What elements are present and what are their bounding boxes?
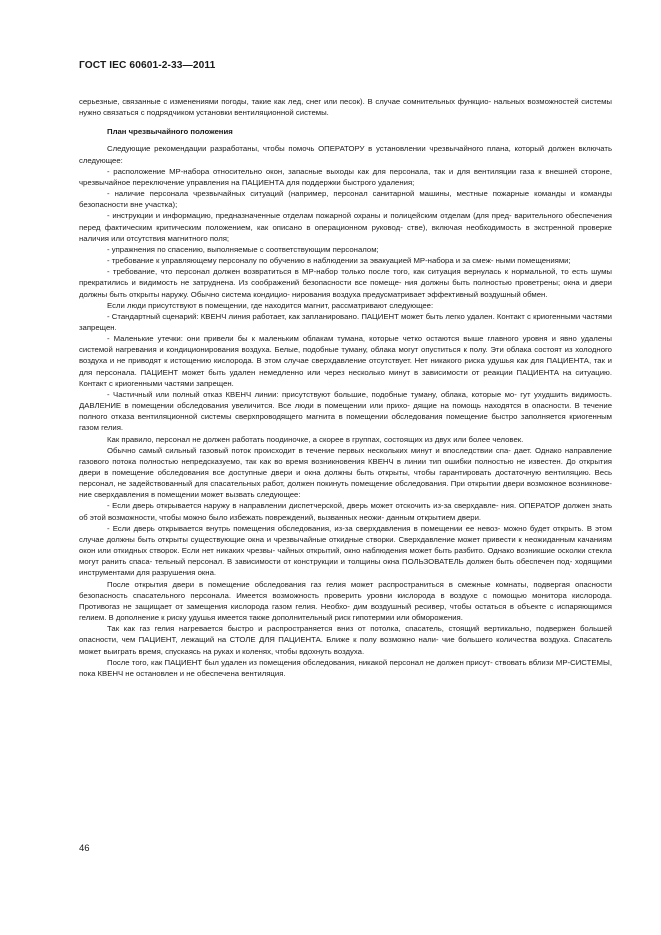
paragraph: Если люди присутствуют в помещении, где находится магнит, рассматривают следующее: — [107, 300, 434, 310]
paragraph: После открытия двери в помещение обследования газ гелия может распространиться в смежные комнаты, подвергая опасности безопасность спасательного персонала. Имеется возможность проверить уровни кислорода в воздухе с помощью монитора кислорода. Противогаз не защищает от замещения кислорода газом гелия. Необхо- дим воздушный ресивер, чтобы остаться в объекте с испаряющимся гелием. В дополнение к риску удушья имеется также дополнительный риск гипотермии или обморожения. — [79, 579, 612, 623]
document-body — [79, 96, 612, 679]
paragraph: Следующие рекомендации разработаны, чтобы помочь ОПЕРАТОРУ в установлении чрезвычайного плана, который должен включать следующее: — [79, 144, 612, 165]
paragraph: Как правило, персонал не должен работать поодиночке, а скорее в группах, состоящих из двух или более человек. — [107, 434, 524, 444]
list-item: - требование, что персонал должен возвратиться в МР-набор только после того, как ситуация вернулась к нормальной, то есть шумы прекратились и видимость не затруднена. Из соображений безопасности все помеще- ния должны быть полностью проветрены; окна и двери должны быть открыты наружу. Обычно система кондицио- нирования воздуха предусматривает эффективный воздушный обмен. — [79, 267, 612, 299]
list-item: - Если дверь открывается наружу в направлении диспетчерской, дверь может отскочить из-за сверхдавле- ния. ОПЕРАТОР должен знать об этой возможности, чтобы можно было избежать повреждений, вызванных неожи- данным открытием двери. — [79, 501, 612, 522]
list-item: - расположение МР-набора относительно окон, запасные выходы как для персонала, так и для вентиляции газа к внешней стороне, чрезвычайное переключение управления на ПАЦИЕНТА для поддержки быстрого удаления; — [79, 166, 612, 187]
list-item: - Маленькие утечки: они привели бы к маленьким облакам тумана, которые четко остаются выше главного уровня и явно удалены системой нагревания и кондиционирования воздуха. Белые, подобные туману, облака могут опуститься к полу. Эти облака состоят из холодного воздуха и не приводят к истощению кислорода. В этом случае сверхдавление отсутствует. Нет никакого риска удушья как для ПАЦИЕНТА, так и для персонала. ПАЦИЕНТ может быть удален немедленно или через несколько минут в зависимости от реакции ПАЦИЕНТА на ситуацию. Контакт с криогенными частями запрещен. — [79, 334, 612, 388]
paragraph: Обычно самый сильный газовый поток происходит в течение первых нескольких минут и впоследствии спа- дает. Однако направление газового потока полностью непредсказуемо, так как во время возникновения КВЕНЧ в линии тип ошибки полностью не известен. До открытия двери в помещение обследования все доступные двери и окна должны быть открыты, чтобы гарантировать достаточную вентиляцию. Весь персонал, не задействованный для спасательных работ, должен покинуть помещение обследования. При открытии двери возможное возникнове- ние сверхдавления в помещении может вызвать следующее: — [79, 445, 612, 500]
paragraph: Так как газ гелия нагревается быстро и распространяется вниз от потолка, спасатель, стоящий вертикально, подвержен большей опасности, чем ПАЦИЕНТ, лежащий на СТОЛЕ ДЛЯ ПАЦИЕНТА. Ближе к полу возможно нали- чие большего количества воздуха. Спасатель может выиграть время, спускаясь на руках и коленях, чтобы вдохнуть воздуха. — [79, 624, 612, 656]
paragraph: После того, как ПАЦИЕНТ был удален из помещения обследования, никакой персонал не должен присут- ствовать вблизи МР-СИСТЕМЫ, пока КВЕНЧ не остановлен и не обеспечена вентиляция. — [79, 657, 612, 678]
list-item: - инструкции и информацию, предназначенные отделам пожарной охраны и полицейским отделам (для пред- варительного обеспечения перед фактическим критическим положением, как описано в операционном руковод- стве), включая необходимость в экстренной проверке наличия или отсутствия магнитного поля; — [79, 211, 612, 243]
section-heading: План чрезвычайного положения — [107, 127, 233, 137]
document-header: ГОСТ IEC 60601-2-33—2011 — [79, 60, 216, 71]
page-number: 46 — [79, 843, 90, 854]
list-item: - Частичный или полный отказ КВЕНЧ линии: присутствуют большие, подобные туману, облака, которые мо- гут ухудшить видимость. ДАВЛЕНИЕ в помещении обследования увеличится. Все люди в помещении или прихо- дящие на помощь находятся в опасности. В течение полного отказа вентиляционной системы сверхпроводящего магнита в помещении обследования помещение быстро заполняется криогенным газом гелия. — [79, 389, 612, 433]
list-item: - Стандартный сценарий: КВЕНЧ линия работает, как запланировано. ПАЦИЕНТ может быть легко удален. Контакт с криогенными частями запрещен. — [79, 311, 612, 332]
list-item: - наличие персонала чрезвычайных ситуаций (например, персонал санитарной машины, местные пожарные команды и команды безопасности вне участка); — [79, 189, 612, 210]
list-item: - Если дверь открывается внутрь помещения обследования, из-за сверхдавления в помещении ее невоз- можно будет открыть. В этом случае должны быть открыты существующие окна и чрезвычайные откидные створки. Сверхдавление может привести к неожиданным качаниям окон или откидных створок. Если нет никаких чрезвы- чайных открытий, окно наблюдения может быть разбито. Однако возникшие осколки стекла могут ранить спаса- тельный персонал. В зависимости от конструкции и толщины окна ПОЛЬЗОВАТЕЛЬ должен быть обеспечен под- ходящими инструментами для разрушения окна. — [79, 523, 612, 578]
list-item: - упражнения по спасению, выполняемые с соответствующим персоналом; — [107, 244, 379, 254]
list-item: - требование к управляющему персоналу по обучению в наблюдении за эвакуацией МР-набора и за смеж- ными помещениями; — [107, 256, 571, 266]
paragraph-continuation: серьезные, связанные с изменениями погоды, такие как лед, снег или песок). В случае сомнительных функцио- нальных возможностей системы нужно связаться с подрядчиком установки вентиляционной системы. — [79, 97, 612, 118]
